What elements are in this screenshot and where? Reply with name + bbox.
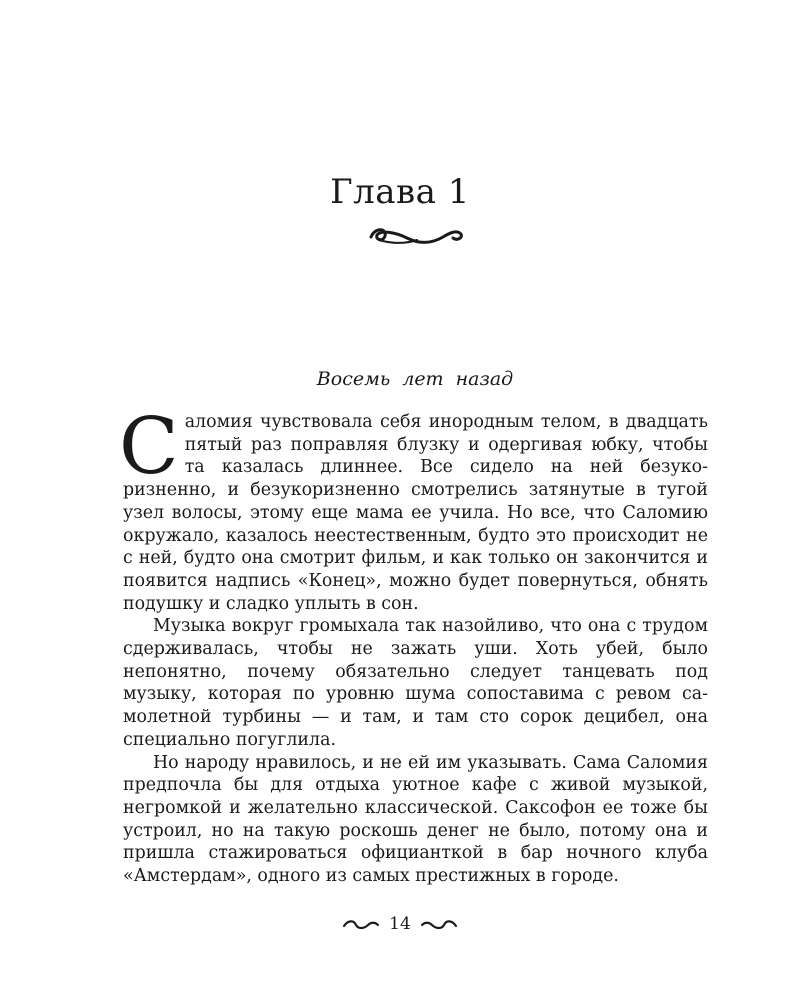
right-flourish-icon (420, 918, 458, 932)
page-number: 14 (389, 914, 411, 934)
left-flourish-icon (342, 918, 380, 932)
paragraph-1 (119, 402, 708, 615)
chapter-title: Глава 1 (330, 172, 470, 212)
paragraph-3: Но народу нравилось, и не ей им указывать. Сама Саломия предпочла бы для отдыха уютное кафе с живой музыкой, негромкой и желательно классической. Саксофон ее тоже бы устроил, но на такую роскошь денег не было, потому она и пришла стажироваться официанткой в бар ночного клуба «Амстердам», одного из самых престижных в городе. (123, 752, 708, 887)
paragraph-1-text: аломия чувствовала себя инородным телом, в двадцать пятый раз поправляя блузку и одергивая юбку, чтобы та казалась длиннее. Все сидело на ней безукоризненно, и безукоризненно смотрелись затянутые в тугой узел волосы, этому еще мама ее учила. Но все, что Саломию окружало, казалось неестественным, будто это происходит не с ней, будто она смотрит фильм, и как только он закончится и появится надпись «Конец», можно будет повернуться, обнять подушку и сладко уплыть в сон. (123, 412, 708, 614)
drop-cap: С (119, 402, 179, 492)
page-footer (0, 914, 800, 934)
chapter-ornament-icon (365, 222, 465, 252)
paragraph-2: Музыка вокруг громыхала так назойливо, что она с трудом сдерживалась, чтобы не зажать уши. Хоть убей, было непонятно, почему обязательно следует танцевать под музыку, которая по уровню шума сопоставима с ревом самолетной турбины — и там, и там сто сорок децибел, она специально погуглила. (123, 616, 708, 750)
chapter-subtitle: Восемь лет назад (316, 368, 514, 390)
chapter-body (119, 402, 708, 888)
